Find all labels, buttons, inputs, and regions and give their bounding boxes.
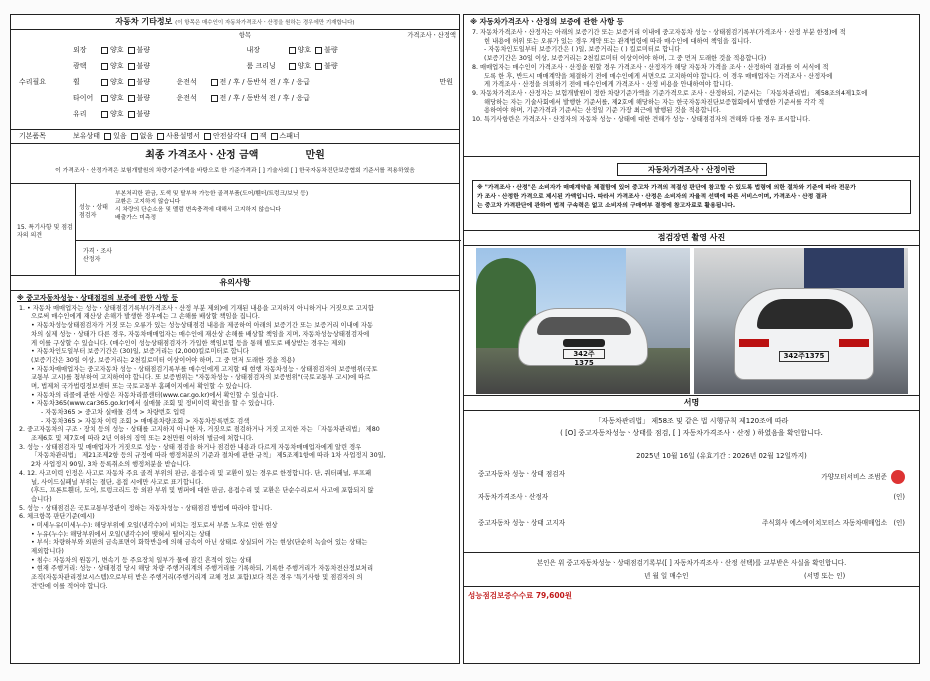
- glass-label: 유리: [73, 109, 87, 118]
- opinion-line: 교환은 고지하지 않습니다: [115, 199, 181, 206]
- basic-items-row: [11, 130, 459, 144]
- divider: [75, 184, 76, 276]
- buyer-ymd: 년 월 일 매수인: [644, 572, 689, 581]
- buyer-seal[interactable]: (서명 또는 인): [804, 572, 846, 581]
- interior-good-label: 양호: [297, 45, 312, 54]
- definition-line: 가 조사ㆍ산정한 가격으로 제시된 가액입니다. 따라서 가격조사ㆍ산정은 소비자의 자율적 선택에 따른 서비스이며, 가격조사ㆍ산정 결과: [477, 193, 827, 200]
- inspector-label: 중고자동차 성능ㆍ상태 점검자: [478, 469, 565, 478]
- notice-line: 으로써 매수인에게 재산상 손해가 발생한 경우에는 그 손해를 배상할 책임을 집니다.: [31, 313, 260, 321]
- price-appraiser-label: 가격ㆍ조사 산정자: [83, 248, 112, 263]
- appraiser-label: 자동차가격조사ㆍ산정자: [478, 492, 549, 501]
- inspector-name-text: 가양모터서비스 조범준: [821, 472, 887, 481]
- basic-items-status-label: 보유상태: [73, 132, 101, 141]
- front-photo: [476, 248, 690, 394]
- notice-line: 4. 12. 사고이력 인정은 사고로 자동차 주요 골격 부위의 판금, 용접수리 및 교환이 있는 경우로 한정합니다. 단, 쿼터패널, 루프패: [19, 469, 372, 477]
- jack-checkbox[interactable]: [251, 133, 258, 140]
- final-price-line: [11, 144, 459, 163]
- tire-position-options: 전 / 후 / 동반석 전 / 후 / 응급: [219, 93, 310, 102]
- repair-row-glass: [73, 106, 403, 122]
- notifier-name-text: 주식회사 에스에이치모터스 자동차매매업소: [761, 519, 888, 528]
- wheel-position-options: 전 / 후 / 동반석 전 / 후 / 응급: [219, 77, 310, 86]
- notice-line: 게 이를 구상할 수 있습니다. (매수인이 성능상태점검자가 가입한 책임보험 등을 통해 별도로 배상받는 경우는 제외): [31, 339, 346, 347]
- notice-line: 5. 성능ㆍ상태점검은 국토교통부장관이 정하는 자동차성능ㆍ상태점검 방법에 따라야 합니다.: [19, 504, 273, 512]
- buyer-sign-row: [464, 572, 919, 580]
- repair-row-gloss: [73, 58, 403, 74]
- tail-light: [739, 339, 769, 347]
- notice-line: 2차 사업정지 90일, 3차 등록취소의 행정처분을 받습니다.: [31, 461, 191, 469]
- column-header-row: [11, 30, 459, 41]
- opinion-line: 시 차량의 단순소음 및 멜럼 변속충격에 대해서 고지하지 않습니다: [115, 207, 281, 214]
- definition-box: [472, 180, 911, 214]
- notice-line: 해당하는 자는 기술사회에서 발행한 기준서를, 제2호에 해당하는 자는 한국자동차진단보증협회에서 발행한 기준서를 각각 적: [484, 98, 825, 106]
- opinion-line: 배출가스 미측정: [115, 215, 157, 222]
- manual-label: 사용설명서: [166, 132, 200, 141]
- glass-bad-checkbox[interactable]: [128, 111, 135, 118]
- notice-line: 교통부 고시)를 첨부하여 고지하여야 합니다. 또 보증범위는 "자동차성능ㆍ상태점검자의 보증범위"(국토교통부 고시)에 따르: [31, 374, 371, 382]
- notice-line: - 자동차365 > 중고차 실매물 검색 > 차량번호 입력: [41, 409, 186, 416]
- appraiser-row: [464, 493, 919, 501]
- notice-line: 게 가격조사ㆍ산정을 의뢰하기 전에 매수인에게 가격조사ㆍ산정 비용을 안내하여야 합니다.: [484, 81, 734, 89]
- repair-row-tire: [73, 90, 403, 106]
- interior-good-checkbox[interactable]: [289, 47, 296, 54]
- notice-line: 며, 법제처 국가법령정보센터 또는 국토교통부 홈페이지에서 확인할 수 있습니다.: [31, 382, 252, 390]
- notice-line: 2. 중고자동차의 구조ㆍ장치 등의 성능ㆍ상태를 고지하지 아니한 자, 거짓으로 점검하거나 거짓 고지한 자는 「자동차관리법」 제80: [19, 426, 380, 434]
- caution-notes: [11, 291, 459, 591]
- perf-inspector-opinion: [115, 190, 455, 222]
- definition-line: 는 중고차 가격판단에 관하여 법적 구속력은 없고 소비자의 구매여부 결정에 참고자료로 활용됩니다.: [477, 202, 736, 209]
- notice-line: (보증기간은 30일 이상, 보증거리는 2천킬로미터 이상이어야 하며, 그 중 먼저 도래한 것을 적용합니다): [484, 55, 767, 63]
- price-basis-note: 이 가격조사ㆍ산정가격은 보험개발원의 차량기준가액을 바탕으로 한 기준가격과 [ ] 기술사회 [ ] 한국자동차진단보증협회 기준서를 적용하였음: [55, 167, 415, 174]
- gloss-good-checkbox[interactable]: [101, 63, 108, 70]
- sign-date: 2025년 10월 16일 (유효기간 : 2026년 02월 12일까지): [636, 451, 807, 460]
- grille: [563, 339, 605, 347]
- interior-bad-checkbox[interactable]: [315, 47, 322, 54]
- inspector-name: [821, 470, 905, 484]
- glass-good-checkbox[interactable]: [101, 111, 108, 118]
- divider: [75, 240, 461, 241]
- car-rear-image: [734, 288, 874, 380]
- notice-line: 조직(자동차관리정보시스템)으로부터 받은 주행거리(주행거리계 교체 정보 포함)보다 적은 경우 '특기사항 및 점검자의 의: [31, 574, 363, 582]
- notice-line: 견'란에 이를 적어야 합니다.: [31, 582, 108, 590]
- repair-rows: [73, 42, 403, 122]
- inspector-row: [464, 470, 919, 484]
- left-column: [10, 14, 460, 664]
- spanner-checkbox[interactable]: [271, 133, 278, 140]
- interior-label: 내장: [246, 45, 261, 54]
- basic-none-checkbox[interactable]: [131, 133, 138, 140]
- confirm-text: ( [O] 중고자동차성능ㆍ상태를 점검, [ ] 자동차가격조사ㆍ산정 ) 하였음을 확인합니다.: [560, 428, 823, 437]
- interior-bad-label: 불량: [324, 45, 338, 54]
- notice-line: • 침수: 자동차의 원동기, 변속기 등 주요장치 일부가 물에 잠긴 흔적이 있는 상태: [31, 556, 252, 564]
- wheel-bad-label: 불량: [136, 77, 151, 86]
- notice-line: 3. 성능ㆍ상태점검자 및 매매업자가 거짓으로 성능ㆍ상태 점검을 하거나 점검한 내용과 다르게 자동차매매업자에게 알린 경우: [19, 443, 362, 451]
- notifier-label: 중고자동차 성능ㆍ상태 고지자: [478, 519, 565, 528]
- notice-line: 널, 사이드실패널 부위는 절단, 용접 시에만 사고로 표기합니다.: [31, 478, 204, 486]
- opinion-line: 부본처리한 판금, 도색 및 탈부착 가능한 골격부품(도어/휀더/트렁크/보닛 등): [115, 191, 309, 197]
- notifier-seal[interactable]: (인): [893, 519, 905, 528]
- exterior-good-checkbox[interactable]: [101, 47, 108, 54]
- repair-label: 수리필요: [19, 78, 47, 86]
- item-column-label: 항목: [238, 31, 251, 39]
- exterior-bad-label: 불량: [136, 45, 151, 54]
- notice-line: 조제6호 및 제7호에 따라 2년 이하의 징역 또는 2천만원 이하의 벌금에 처합니다.: [31, 435, 254, 443]
- rear-window: [757, 299, 853, 329]
- inspection-photos: [464, 246, 919, 396]
- glass-good-label: 양호: [110, 109, 124, 118]
- car-front-image: [518, 308, 648, 366]
- notice-line: • 자동차인도일부터 보증기간은 (30)일, 보증거리는 (2,000)킬로미터로 합니다: [31, 348, 249, 356]
- repair-row-wheel: [73, 74, 403, 90]
- final-price-unit: 만원: [305, 150, 325, 161]
- notice-line: 10. 특기사항란은 가격조사ㆍ산정자의 자동차 성능ㆍ상태에 대한 견해가 성능ㆍ상태점검자의 견해와 다를 경우 표시합니다.: [472, 115, 811, 123]
- room-cleaning-bad-label: 불량: [324, 61, 338, 70]
- tire-good-label: 양호: [110, 93, 124, 102]
- wheel-bad-checkbox[interactable]: [128, 79, 135, 86]
- jack-label: 잭: [259, 132, 267, 141]
- inspection-fee: 성능점검보증수수료 79,600원: [468, 591, 573, 600]
- price-column-label: 가격조사ㆍ산정액: [407, 31, 456, 39]
- tire-bad-checkbox[interactable]: [128, 95, 135, 102]
- basic-items-label: 기본품목: [19, 132, 47, 141]
- basic-have-label: 있음: [113, 132, 127, 141]
- wheel-label: 휠: [73, 77, 80, 86]
- appraiser-seal[interactable]: (인): [893, 492, 905, 501]
- room-cleaning-label: 룸 크리닝: [246, 61, 276, 70]
- notice-line: (후드, 프론트휀더, 도어, 트렁크리드 등 외판 부위 및 범퍼에 대한 판금, 용접수리 및 교환은 단순수리로서 사고에 포함되지 않: [31, 487, 374, 495]
- notice-line: • 자동차성능상태점검자가 거짓 또는 오류가 있는 성능상태점검 내용을 제공하여 아래의 보증기간 또는 보증거리 이내에 자동: [31, 322, 373, 330]
- tire-driver-label: 운전석: [176, 93, 197, 102]
- signature-title: 서명: [464, 396, 919, 411]
- notice-line: - 자동차인도일부터 보증기간은 ( )일, 보증거리는 ( ) 킬로미터로 합니다: [484, 46, 681, 54]
- notifier-name: [762, 519, 905, 527]
- basic-have-checkbox[interactable]: [104, 133, 111, 140]
- definition-title: 자동차가격조사ㆍ산정이란: [617, 163, 767, 176]
- right-column: [463, 14, 920, 664]
- manual-checkbox[interactable]: [157, 133, 164, 140]
- caution-heading: ※ 중고자동차성능ㆍ상태점검의 보증에 관한 사항 등: [17, 294, 178, 302]
- caution-title: 유의사항: [11, 276, 459, 291]
- rear-photo: [694, 248, 908, 394]
- notice-line: 도록 한 후, 반드시 매매계약을 체결하기 전에 매수인에게 서면으로 고지하여야 합니다. 이 경우 매매업자는 가격조사ㆍ산정자에: [484, 72, 833, 80]
- wheel-good-checkbox[interactable]: [101, 79, 108, 86]
- notice-line: 제외합니다): [31, 548, 64, 555]
- notice-line: • 누유(누수): 해당부위에서 오일(냉각수)이 맺혀서 떨어지는 상태: [31, 530, 211, 538]
- price-guarantee-title: ※ 자동차가격조사ㆍ산정의 보증에 관한 사항 등: [470, 17, 624, 26]
- notice-line: • 미세누유(미세누수): 해당부위에 오일(냉각수)이 비치는 정도로서 부품 노후로 인한 현상: [31, 521, 278, 529]
- final-price-section: [11, 144, 459, 184]
- wheel-driver-label: 운전석: [176, 77, 197, 86]
- wheel-position-checkbox[interactable]: [211, 79, 218, 86]
- gloss-bad-label: 불량: [136, 61, 151, 70]
- notice-line: 차의 실제 성능ㆍ상태가 다른 경우, 자동차매매업자는 매수인에 재산상 손해를 배상할 책임을 지며, 자동차성능상태점검자에: [31, 330, 370, 338]
- gloss-label: 광택: [73, 61, 87, 70]
- room-cleaning-bad-checkbox[interactable]: [315, 63, 322, 70]
- price-guarantee-lines: [466, 29, 916, 125]
- tail-light: [839, 339, 869, 347]
- repair-row-exterior: [73, 42, 403, 58]
- gloss-good-label: 양호: [110, 61, 124, 70]
- exterior-bad-checkbox[interactable]: [128, 47, 135, 54]
- triangle-label: 안전삼각대: [212, 132, 247, 141]
- notice-line: • 자동차매매업자는 중고자동차 성능ㆍ상태점검기록부를 매수인에게 고지할 때 현행 자동차성능ㆍ상태점검자의 보증범위(국토: [31, 365, 378, 373]
- caution-lines: [13, 305, 457, 592]
- tire-good-checkbox[interactable]: [101, 95, 108, 102]
- definition-section: [464, 157, 919, 231]
- notice-line: (보증기간은 30일 이상, 보증거리는 2천킬로미터 이상이어야 하며, 그 중 먼저 도래한 것을 적용): [31, 356, 295, 364]
- notice-line: 8. 매매업자는 매수인이 가격조사ㆍ산정을 원할 경우 가격조사ㆍ산정자가 해당 자동차 가격을 조사ㆍ산정하여 결과를 이 서식에 적: [472, 63, 829, 71]
- notice-line: 습니다): [31, 495, 52, 503]
- notice-line: 6. 체크항목 판단기준(예시): [19, 513, 95, 521]
- basic-none-label: 없음: [139, 132, 154, 141]
- perf-inspector-label: 성능ㆍ상태 점검자: [79, 204, 108, 219]
- room-cleaning-good-label: 양호: [297, 61, 312, 70]
- receipt-section: [464, 553, 919, 587]
- notice-line: 1. • 자동차 매매업자는 성능ㆍ상태점검기록부(가격조사ㆍ산정 부분 제외)에 기재된 내용을 고지하지 아니하거나 거짓으로 고지함: [19, 304, 374, 312]
- repair-price-unit: 만원: [439, 78, 453, 86]
- notice-line: • 자동차365(www.car365.go.kr)에서 실매물 조회 및 정비이력 확인을 할 수 있습니다.: [31, 400, 275, 408]
- glass-bad-label: 불량: [136, 109, 151, 118]
- triangle-checkbox[interactable]: [204, 133, 211, 140]
- photo-title: 점검장면 촬영 사진: [464, 231, 919, 246]
- special-notes-label: 15. 특기사항 및 점검자의 의견: [17, 224, 73, 239]
- notice-line: 힌 내용에 허위 또는 오류가 있는 경우 계약 또는 관계법령에 따라 매수인에 대하여 책임을 집니다.: [484, 37, 752, 45]
- other-info-title: [11, 15, 459, 30]
- rear-plate: 342주1375: [779, 351, 829, 362]
- signature-section: [464, 411, 919, 553]
- notice-line: 「자동차관리법」 제21조제2항 등의 규정에 따라 행정처분의 기준과 절차에 관한 규칙」 제5조제1항에 따라 1차 사업정지 30일,: [31, 452, 386, 460]
- lift-image: [804, 248, 904, 288]
- front-plate: 342주1375: [563, 349, 605, 359]
- notice-line: 9. 자동차가격조사ㆍ산정자는 보험개발원이 정한 차량기준가액을 기준가격으로 조사ㆍ산정하되, 기준서는 「자동차관리법」 제58조의4제1호에: [472, 89, 868, 97]
- tire-bad-label: 불량: [136, 93, 151, 102]
- notice-line: • 현재 주행거리: 성능ㆍ상태점검 당시 해당 차량 주행거리계의 주행거리를 기록하되, 기록한 주행거리가 자동차전산정보처리: [31, 565, 374, 573]
- other-info-title-text: 자동차 기타정보: [115, 17, 173, 26]
- notifier-row: [464, 519, 919, 527]
- notice-line: • 자동차의 리콜에 관한 사항은 자동차리콜센터(www.car.go.kr)에서 확인할 수 있습니다.: [31, 391, 279, 399]
- red-seal-icon: [891, 470, 905, 484]
- notice-line: 7. 자동차가격조사ㆍ산정자는 아래의 보증기간 또는 보증거리 이내에 중고자동차 성능ㆍ상태점검기록부(가격조사ㆍ산정 부분 한정)에 적: [472, 29, 846, 37]
- receipt-text: 본인은 위 중고자동차성능ㆍ상태점검기록부([ ] 자동차가격조사ㆍ산정 선택)를 교부받은 사실을 확인합니다.: [536, 559, 847, 567]
- final-price-label: 최종 가격조사ㆍ산정 금액: [145, 150, 259, 161]
- repair-section: [11, 30, 459, 130]
- special-notes-section: [11, 184, 459, 276]
- tire-position-checkbox[interactable]: [211, 95, 218, 102]
- spanner-label: 스패너: [279, 132, 300, 141]
- notice-line: 용하여야 하며, 기준가격과 기준서는 산정일 기준 가장 최근에 발행된 것을 적용합니다.: [484, 107, 721, 115]
- windshield: [537, 317, 631, 335]
- exterior-good-label: 양호: [110, 45, 124, 54]
- other-info-note: (이 항목은 매수인이 자동차가격조사ㆍ산정을 원하는 경우에만 기재합니다): [175, 20, 355, 26]
- tire-label: 타이어: [73, 93, 94, 102]
- notice-line: - 자동차365 > 자동차 이력 조회 > 매매용차량조회 > 자동차등록번호 검색: [41, 417, 250, 425]
- law-basis: 「자동차관리법」 제58조 및 같은 법 시행규칙 제120조에 따라: [594, 417, 789, 425]
- exterior-label: 외장: [73, 45, 87, 54]
- gloss-bad-checkbox[interactable]: [128, 63, 135, 70]
- definition-line: ※ "가격조사ㆍ산정"은 소비자가 매매계약을 체결함에 있어 중고차 가격의 적절성 판단에 참고할 수 있도록 법령에 의한 절차와 기준에 따라 전문가: [477, 185, 856, 192]
- wheel-good-label: 양호: [110, 77, 124, 86]
- notice-line: • 부식: 차량하부와 외판의 금속표면이 화학반응에 의해 금속이 아닌 상태로 상실되어 가는 현상(단순히 녹슬어 있는 상태는: [31, 539, 368, 547]
- price-guarantee-section: [464, 15, 919, 157]
- room-cleaning-good-checkbox[interactable]: [289, 63, 296, 70]
